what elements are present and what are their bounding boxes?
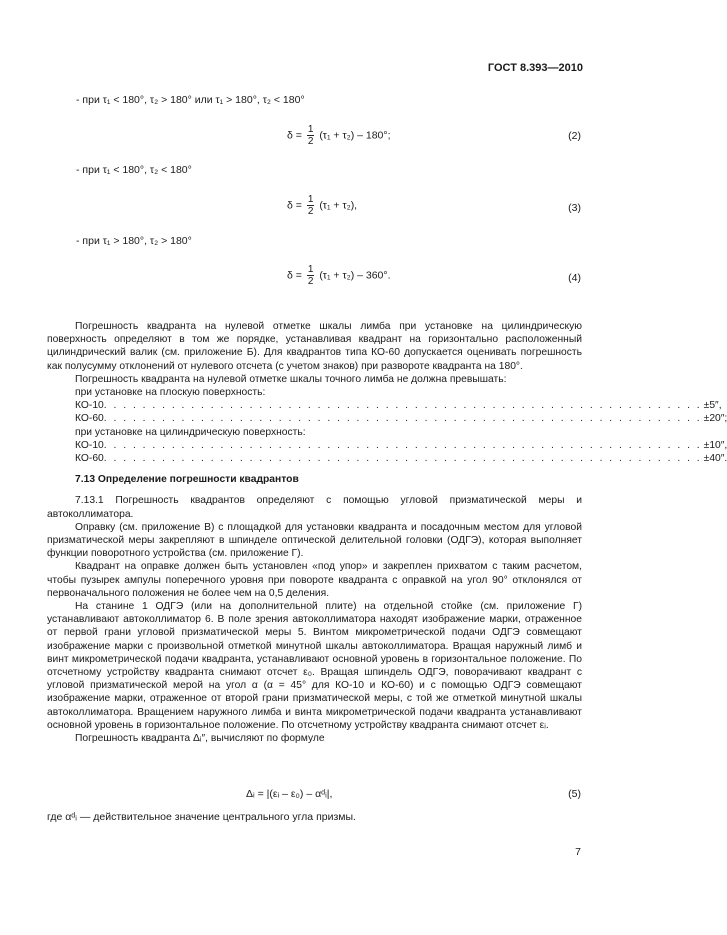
condition-1: - при τ₁ < 180°, τ₂ > 180° или τ₁ > 180°, τ₂ < 180° bbox=[76, 94, 305, 106]
paragraph: Погрешность квадранта Δᵢ″, вычисляют по формуле bbox=[75, 733, 325, 745]
equation-number-4: (4) bbox=[568, 272, 581, 284]
tolerance-row: КО-60 . . . . . . . . . . . . . . . . . . . . . . . . . . . . . . . . . . . . . . . . . . . . . . . . . . . . . . . . . . . . . . ±20″; bbox=[75, 413, 727, 425]
paragraph: На станине 1 ОДГЭ (или на дополнительной плите) на отдельной стойке (см. приложение Г) устанавливают автоколлиматор 6. В поле зрения автоколлиматора находят изображение марки, отраженное от первой грани угловой призматической меры 5. Винтом микрометрической подачи ОДГЭ совмещают изображение марки с произвольной отметкой минутной шкалы автоколлиматора. Вращая наружный лимб и винт микрометрической подачи квадранта, устанавливают основной уровень в горизонтальное положение. По отсчетному устройству квадранта снимают отсчет ε₀. Вращая шпиндель ОДГЭ, поворачивают квадрант с угловой призматической мерой на угол α (α = 45° для КО-10 и КО-60) и с помощью ОДГЭ совмещают изображение марки, отраженное от второй грани призматической меры, с той же отметкой минутной шкалы автоколлиматора. Вращением наружного лимба и винта микрометрической подачи квадранта устанавливают основной уровень в горизонтальное положение. По отсчетному устройству квадранта снимают отсчет εᵢ. bbox=[47, 601, 582, 731]
equation-number-3: (3) bbox=[568, 202, 581, 214]
formula-rhs: (τ₁ + τ₂), bbox=[319, 199, 358, 212]
fraction: $\frac{1}{2}$ bbox=[307, 264, 314, 287]
paragraph: Оправку (см. приложение В) с площадкой для установки квадранта и посадочным местом для угловой призматической меры закрепляют в шпинделе оптической делительной головки (ОДГЭ), которая выполняет функции поворотного устройства (см. приложение Г). bbox=[47, 521, 582, 560]
condition-3: - при τ₁ > 180°, τ₂ > 180° bbox=[76, 235, 192, 247]
paragraph: Погрешность квадранта на нулевой отметке шкалы точного лимба не должна превышать: bbox=[75, 373, 507, 385]
formula-lhs: δ = bbox=[287, 269, 302, 282]
section-title: 7.13 Определение погрешности квадрантов bbox=[75, 474, 299, 486]
condition-2: - при τ₁ < 180°, τ₂ < 180° bbox=[76, 164, 192, 176]
formula-2 bbox=[287, 124, 391, 147]
standard-header: ГОСТ 8.393—2010 bbox=[487, 62, 583, 74]
formula-rhs: (τ₁ + τ₂) – 360°. bbox=[319, 269, 391, 282]
cylinder-label: при установке на цилиндрическую поверхность: bbox=[75, 426, 306, 438]
formula-rhs: (τ₁ + τ₂) – 180°; bbox=[319, 129, 391, 142]
equation-number-2: (2) bbox=[568, 130, 581, 142]
paragraph: 7.13.1 Погрешность квадрантов определяют с помощью угловой призматической меры и автоколлиматора. bbox=[47, 495, 582, 520]
where-clause: где αᵈᵢ — действительное значение центрального угла призмы. bbox=[47, 811, 356, 823]
equation-number-5: (5) bbox=[568, 788, 581, 800]
flat-label: при установке на плоскую поверхность: bbox=[75, 387, 266, 399]
formula-5: Δᵢ = |(εᵢ – ε₀) – αᵈᵢ|, bbox=[246, 788, 333, 800]
formula-lhs: δ = bbox=[287, 129, 302, 142]
formula-3 bbox=[287, 194, 357, 217]
tolerance-row: КО-10 . . . . . . . . . . . . . . . . . . . . . . . . . . . . . . . . . . . . . . . . . . . . . . . . . . . . . . . . . . . . . . ±5″, bbox=[75, 400, 722, 412]
paragraph: Погрешность квадранта на нулевой отметке шкалы лимба при установке на цилиндрическую поверхность определяют в том же порядке, устанавливая квадрант на горизонтально расположенный цилиндрический валик (см. приложение Б). Для квадрантов типа КО-60 допускается оценивать погрешность как полусумму отклонений от нулевого отсчета (с учетом знаков) при развороте квадранта на 180°. bbox=[47, 321, 582, 372]
page-number: 7 bbox=[575, 846, 581, 858]
tolerance-row: КО-60 . . . . . . . . . . . . . . . . . . . . . . . . . . . . . . . . . . . . . . . . . . . . . . . . . . . . . . . . . . . . . . ±40″. bbox=[75, 453, 727, 465]
fraction: $\frac{1}{2}$ bbox=[307, 194, 314, 217]
fraction: $\frac{1}{2}$ bbox=[307, 124, 314, 147]
paragraph: Квадрант на оправке должен быть установлен «под упор» и закреплен прихватом с таким расчетом, чтобы пузырек ампулы поперечного уровня при повороте квадранта с оправкой на угол 90° отклонялся от первоначального положения не более чем на 0,5 деления. bbox=[47, 561, 582, 599]
formula-4 bbox=[287, 264, 391, 287]
formula-lhs: δ = bbox=[287, 199, 302, 212]
main-text bbox=[47, 320, 727, 745]
tolerance-row: КО-10 . . . . . . . . . . . . . . . . . . . . . . . . . . . . . . . . . . . . . . . . . . . . . . . . . . . . . . . . . . . . . . ±10″, bbox=[75, 439, 727, 451]
